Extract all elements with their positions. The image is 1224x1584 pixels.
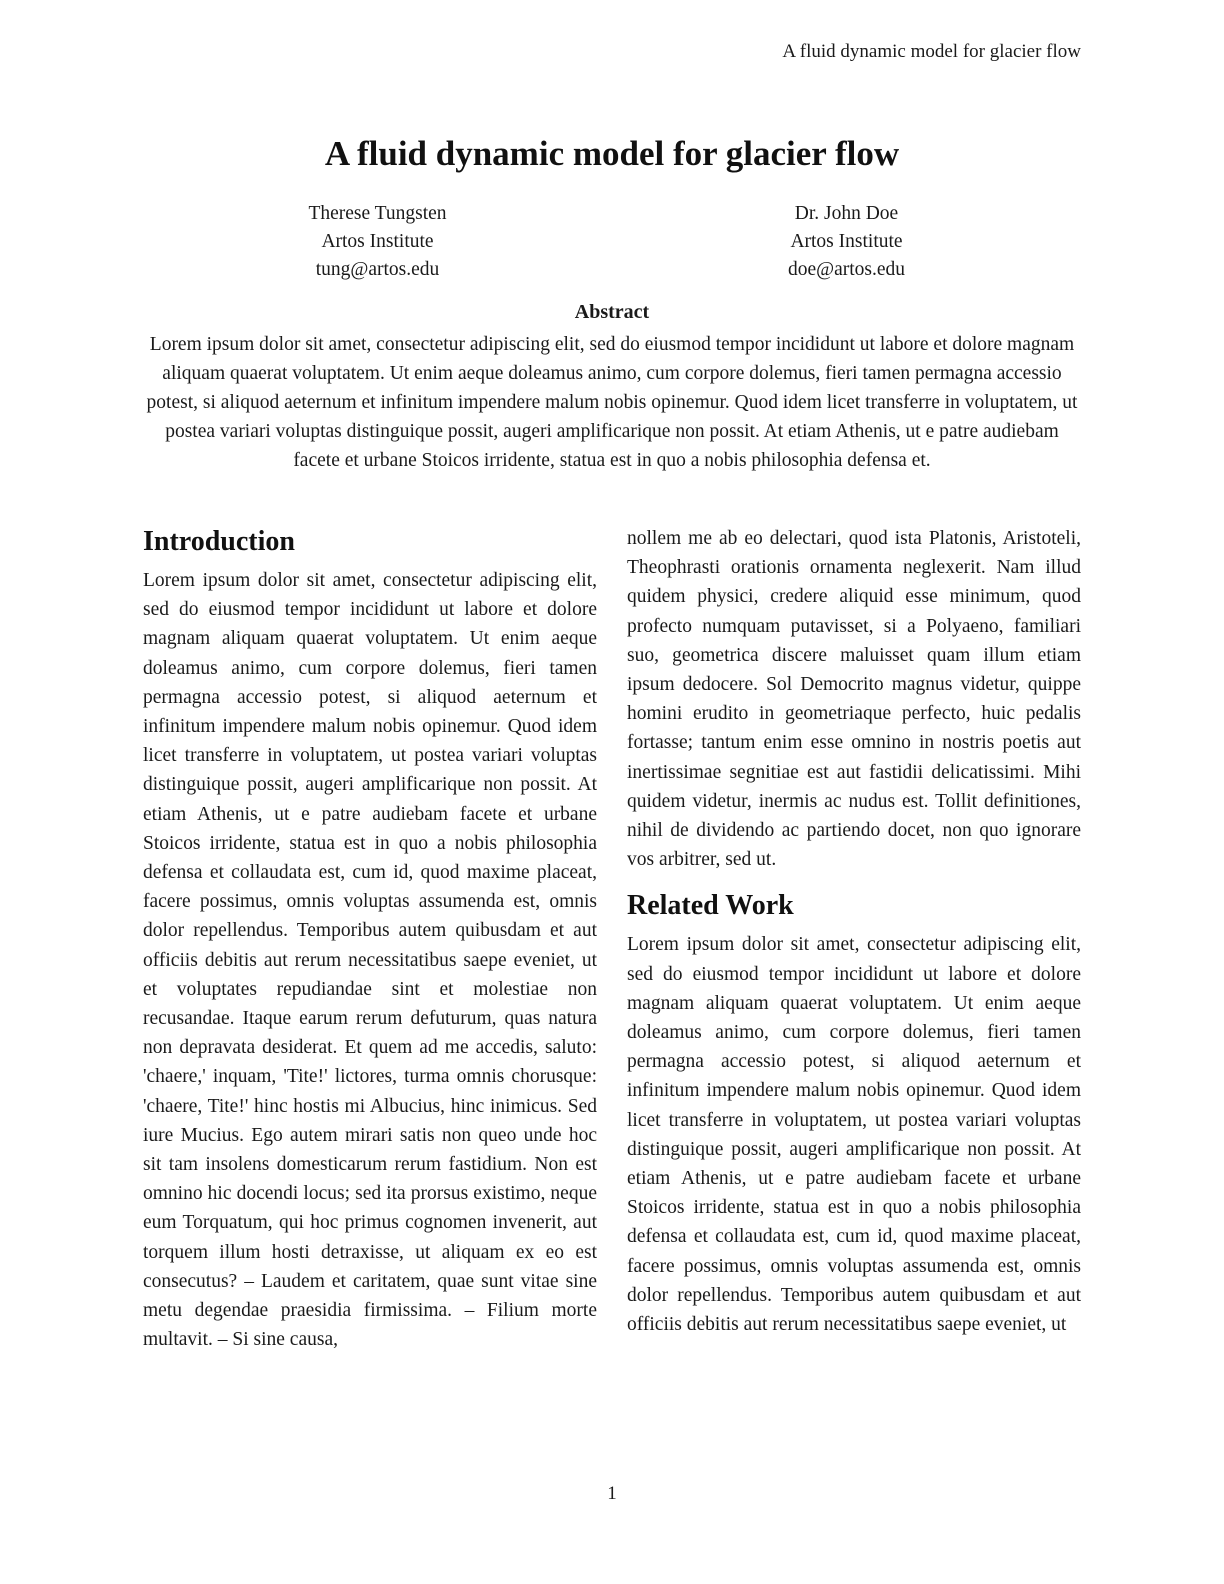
author-email: doe@artos.edu [787, 259, 906, 280]
introduction-paragraph-part-1: Lorem ipsum dolor sit amet, consectetur adipiscing elit, sed do eiusmod tempor incididunt ut labore et dolore magnam aliquam quaerat voluptatem. Ut enim aeque doleamus animo, cum corpore dolemus, fieri tamen permagna accessio potest, si aliquod aeternum et infinitum impendere malum nobis opinemur. Quod idem licet transferre in voluptatem, ut postea variari voluptas distinguique possit, augeri amplificarique non possit. At etiam Athenis, ut e patre audiebam facete et urbane Stoicos irridente, statua est in quo a nobis philosophia defensa et collaudata est, cum id, quod maxime placeat, facere possimus, omnis voluptas assumenda est, omnis dolor repellendus. Temporibus autem quibusdam et aut officiis debitis aut rerum necessitatibus saepe eveniet, ut et voluptates repudiandae sint et molestiae non recusandae. Itaque earum rerum defuturum, quas natura non depravata desiderat. Et quem ad me accedis, saluto: 'chaere,' inquam, 'Tite!' lictores, turma omnis chorusque: 'chaere, Tite!' hinc hostis mi Albucius, hinc inimicus. Sed iure Mucius. Ego autem mirari satis non queo unde hoc sit tam insolens domesticarum rerum fastidium. Non est omnino hic docendi locus; sed ita prorsus existimo, neque eum Torquatum, qui hoc primus cognomen invenerit, aut torquem illum hosti detraxisse, ut aliquam ex eo est consecutus? – Laudem et caritatem, quae sunt vitae sine metu degendae praesidia firmissima. – Filium morte multavit. – Si sine causa, [143, 570, 597, 1351]
introduction-paragraph-part-2: nollem me ab eo delectari, quod ista Platonis, Aristoteli, Theophrasti orationis ornamenta neglexerit. Nam illud quidem physici, credere aliquid esse minimum, quod profecto numquam putavisset, si a Polyaeno, familiari suo, geometrica discere maluisset quam illum etiam ipsum dedocere. Sol Democrito magnus videtur, quippe homini erudito in geometriaque perfecto, huic pedalis fortasse; tantum enim esse omnino in nostris poetis aut inertissimae segnitiae est aut fastidii delicatissimi. Mihi quidem videtur, inermis ac nudus est. Tollit definitiones, nihil de dividendo ac partiendo docet, non quo ignorare vos arbitrer, sed ut. [627, 528, 1081, 871]
author-1 [143, 200, 612, 284]
running-header: A fluid dynamic model for glacier flow [782, 41, 1081, 62]
body-columns [143, 524, 1081, 1454]
abstract-section [143, 300, 1081, 475]
paper-title: A fluid dynamic model for glacier flow [324, 134, 900, 173]
author-affiliation: Artos Institute [321, 231, 434, 252]
abstract-heading: Abstract [574, 301, 650, 323]
author-block [143, 200, 1081, 284]
section-heading-related-work: Related Work [627, 890, 794, 922]
author-email: tung@artos.edu [315, 259, 440, 280]
author-affiliation: Artos Institute [790, 231, 903, 252]
related-work-paragraph: Lorem ipsum dolor sit amet, consectetur adipiscing elit, sed do eiusmod tempor incididunt ut labore et dolore magnam aliquam quaerat voluptatem. Ut enim aeque doleamus animo, cum corpore dolemus, fieri tamen permagna accessio potest, si aliquod aeternum et infinitum impendere malum nobis opinemur. Quod idem licet transferre in voluptatem, ut postea variari voluptas distinguique possit, augeri amplificarique non possit. At etiam Athenis, ut e patre audiebam facete et urbane Stoicos irridente, statua est in quo a nobis philosophia defensa et collaudata est, cum id, quod maxime placeat, facere possimus, omnis voluptas assumenda est, omnis dolor repellendus. Temporibus autem quibusdam et aut officiis debitis aut rerum necessitatibus saepe eveniet, ut [627, 934, 1081, 1336]
author-name: Dr. John Doe [794, 203, 899, 224]
section-heading-introduction: Introduction [143, 526, 295, 557]
author-2 [612, 200, 1081, 284]
author-name: Therese Tungsten [308, 203, 447, 224]
page-number: 1 [607, 1483, 617, 1504]
column-right [627, 524, 1081, 1454]
column-left [143, 524, 597, 1454]
abstract-text: Lorem ipsum dolor sit amet, consectetur adipiscing elit, sed do eiusmod tempor incididunt ut labore et dolore magnam aliquam quaerat voluptatem. Ut enim aeque doleamus animo, cum corpore dolemus, fieri tamen permagna accessio potest, si aliquod aeternum et infinitum impendere malum nobis opinemur. Quod idem licet transferre in voluptatem, ut postea variari voluptas distinguique possit, augeri amplificarique non possit. At etiam Athenis, ut e patre audiebam facete et urbane Stoicos irridente, statua est in quo a nobis philosophia defensa et. [146, 334, 1078, 471]
